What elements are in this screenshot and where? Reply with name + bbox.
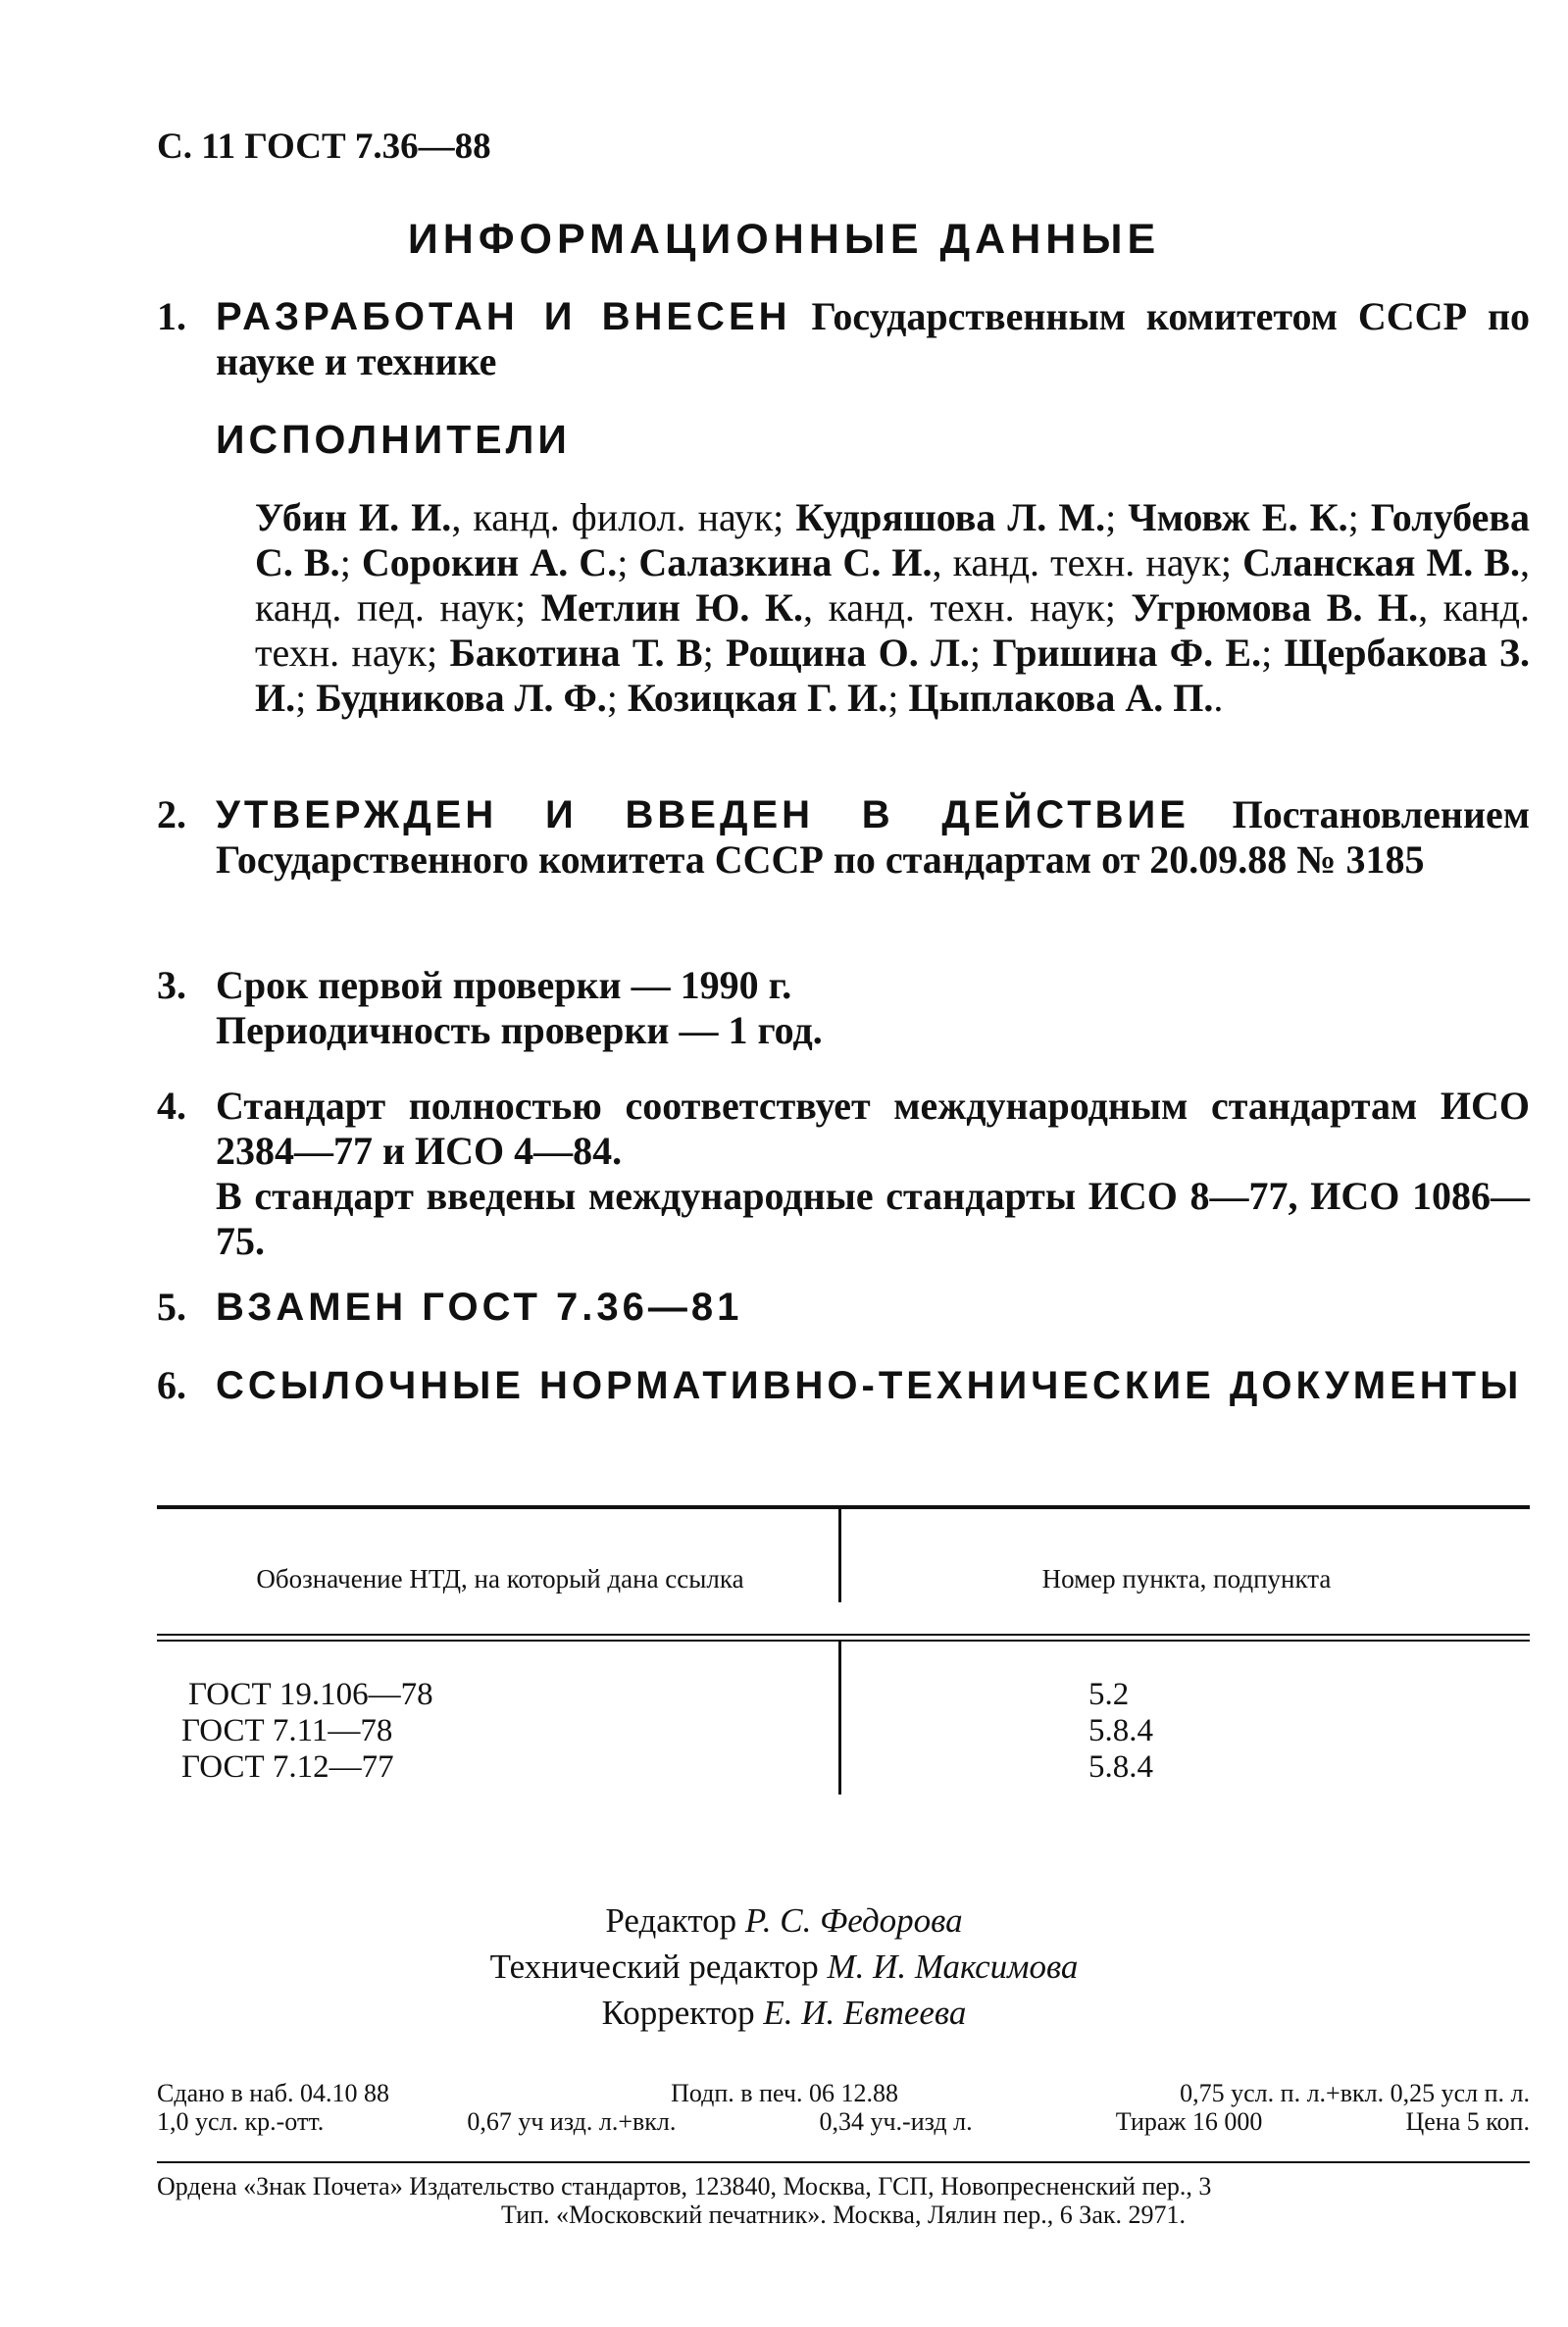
table-column-ntd [181, 1677, 433, 1786]
info-item-3 [157, 963, 1530, 1053]
credit-name: Р. С. Федорова [744, 1901, 963, 1940]
executor-name: Козицкая Г. И. [627, 676, 888, 720]
executor-name: Щербакова З. И. [255, 631, 1530, 720]
executor-name: Убин И. И. [255, 495, 452, 539]
executor-entry: Угрюмова В. Н., канд. техн. наук; [255, 585, 1531, 675]
executor-name: Метлин Ю. К. [540, 585, 803, 630]
credit-proofreader [0, 1990, 1568, 2036]
executor-name: Будникова Л. Ф. [316, 676, 607, 720]
executor-name: Кудряшова Л. М. [795, 495, 1106, 539]
executor-name: Гришина Ф. Е. [992, 631, 1262, 675]
imprint-field: 0,34 уч.-изд л. [819, 2107, 973, 2136]
table-cell: ГОСТ 7.12—77 [181, 1749, 394, 1785]
executor-entry: Козицкая Г. И.; [627, 676, 909, 720]
printer-line: Тип. «Московский печатник». Москва, Лялин пер., 6 Зак. 2971. [500, 2201, 1187, 2229]
executors-heading: ИСПОЛНИТЕЛИ [216, 417, 571, 462]
credits-block [0, 1897, 1568, 2036]
credit-name: Е. И. Евтеева [763, 1994, 967, 2032]
imprint-field: 1,0 усл. кр.-отт. [157, 2107, 325, 2136]
item-line: Периодичность проверки — 1 год. [216, 1008, 823, 1052]
table-header-rule [157, 1634, 1530, 1636]
executor-entry: Будникова Л. Ф.; [316, 676, 628, 720]
table-cell: 5.8.4 [1088, 1749, 1153, 1785]
imprint-details [157, 2079, 1530, 2136]
item-lead: УТВЕРЖДЕН И ВВЕДЕН В ДЕЙСТВИЕ [216, 793, 1189, 836]
imprint-field: Подп. в печ. 06 12.88 [671, 2079, 898, 2107]
credit-role: Технический редактор [489, 1948, 819, 1986]
executor-name: Угрюмова В. Н. [1131, 585, 1419, 630]
executor-entry: Бакотина Т. В; [449, 631, 727, 675]
executor-name: Сланская М. В. [1242, 540, 1520, 584]
executor-degree: канд. пед. наук [255, 585, 515, 630]
executor-entry: Рощина О. Л.; [726, 631, 993, 675]
executor-entry: Салазкина С. И., канд. техн. наук; [638, 540, 1243, 584]
credit-name: М. И. Максимова [827, 1948, 1079, 1986]
table-top-rule [157, 1505, 1530, 1509]
executor-name: Рощина О. Л. [726, 631, 970, 675]
executor-entry: Гришина Ф. Е.; [992, 631, 1285, 675]
item-number: 2. [157, 792, 186, 836]
item-line: В стандарт введены международные стандарты ИСО 8—77, ИСО 1086—75. [216, 1174, 1530, 1263]
executor-degree: канд. техн. наук [952, 540, 1221, 584]
executor-entry: Убин И. И., канд. филол. наук; [255, 495, 796, 539]
executor-degree: канд. техн. наук [255, 585, 1531, 675]
item-lead: ССЫЛОЧНЫЕ НОРМАТИВНО-ТЕХНИЧЕСКИЕ ДОКУМЕНТЫ [216, 1364, 1523, 1407]
executor-name: Сорокин А. С. [361, 540, 618, 584]
table-cell: 5.8.4 [1088, 1713, 1153, 1748]
references-table [157, 1505, 1530, 1795]
table-body-divider [838, 1642, 841, 1795]
info-item-6 [157, 1363, 1530, 1408]
table-header-divider [838, 1509, 841, 1602]
executor-name: Салазкина С. И. [638, 540, 933, 584]
item-number: 3. [157, 963, 186, 1007]
credit-tech-editor [0, 1944, 1568, 1990]
table-cell: 5.2 [1088, 1677, 1130, 1712]
executor-entry: Щербакова З. И.; [255, 631, 1530, 720]
imprint-field: 0,75 усл. п. л.+вкл. 0,25 усл п. л. [1180, 2079, 1530, 2107]
info-item-5 [157, 1285, 1530, 1330]
credit-role: Корректор [601, 1994, 755, 2032]
item-text: Государственным комитетом СССР по науке и технике [216, 294, 1531, 383]
executor-entry: Цыплакова А. П.. [908, 676, 1224, 720]
publisher-info [157, 2172, 1530, 2229]
executor-name: Цыплакова А. П. [908, 676, 1214, 720]
item-lead: РАЗРАБОТАН И ВНЕСЕН [216, 295, 791, 338]
executor-entry: Сланская М. В., канд. пед. наук; [255, 540, 1530, 630]
info-item-4 [157, 1084, 1530, 1264]
executor-entry: Голубева С. В.; [255, 495, 1531, 584]
imprint-field: Сдано в наб. 04.10 88 [157, 2079, 389, 2107]
item-number: 1. [157, 294, 186, 338]
executor-name: Чмовж Е. К. [1128, 495, 1348, 539]
table-header-ntd: Обозначение НТД, на который дана ссылка [256, 1564, 744, 1593]
imprint-field: 0,67 уч изд. л.+вкл. [467, 2107, 677, 2136]
item-number: 4. [157, 1084, 186, 1128]
table-header-clause: Номер пункта, подпункта [1041, 1564, 1332, 1593]
credit-editor [0, 1897, 1568, 1944]
executors-list [255, 495, 1530, 721]
imprint-line-1 [157, 2079, 1530, 2107]
executor-entry: Сорокин А. С.; [361, 540, 639, 584]
publisher-line: Ордена «Знак Почета» Издательство стандартов, 123840, Москва, ГСП, Новопресненский пер., 3 [157, 2172, 1212, 2201]
executor-degree: канд. техн. наук [828, 585, 1105, 630]
imprint-divider [157, 2161, 1530, 2163]
executor-entry: Кудряшова Л. М.; [795, 495, 1129, 539]
table-cell: ГОСТ 7.11—78 [181, 1713, 393, 1748]
table-header-rule [157, 1640, 1530, 1642]
item-number: 6. [157, 1363, 186, 1407]
credit-role: Редактор [605, 1901, 737, 1940]
table-cell: ГОСТ 19.106—78 [188, 1677, 433, 1712]
table-column-clause [1088, 1677, 1153, 1786]
imprint-field: Тираж 16 000 [1115, 2107, 1263, 2136]
item-number: 5. [157, 1285, 186, 1329]
page-header: С. 11 ГОСТ 7.36—88 [157, 126, 491, 167]
item-lead: ВЗАМЕН ГОСТ 7.36—81 [216, 1286, 743, 1329]
executor-name: Голубева С. В. [255, 495, 1531, 584]
item-line: Стандарт полностью соответствует международным стандартам ИСО 2384—77 и ИСО 4—84. [216, 1084, 1530, 1173]
info-item-2 [157, 792, 1530, 883]
imprint-field: Цена 5 коп. [1405, 2107, 1530, 2136]
item-text: Постановлением Государственного комитета СССР по стандартам от 20.09.88 № 3185 [216, 792, 1531, 882]
page-title: ИНФОРМАЦИОННЫЕ ДАННЫЕ [407, 216, 1161, 263]
info-item-1 [157, 294, 1530, 384]
executor-entry: Чмовж Е. К.; [1128, 495, 1371, 539]
imprint-line-2 [157, 2107, 1530, 2136]
executor-name: Бакотина Т. В [449, 631, 703, 675]
item-line: Срок первой проверки — 1990 г. [216, 963, 792, 1007]
executor-degree: канд. филол. наук [473, 495, 774, 539]
executor-entry: Метлин Ю. К., канд. техн. наук; [540, 585, 1132, 630]
